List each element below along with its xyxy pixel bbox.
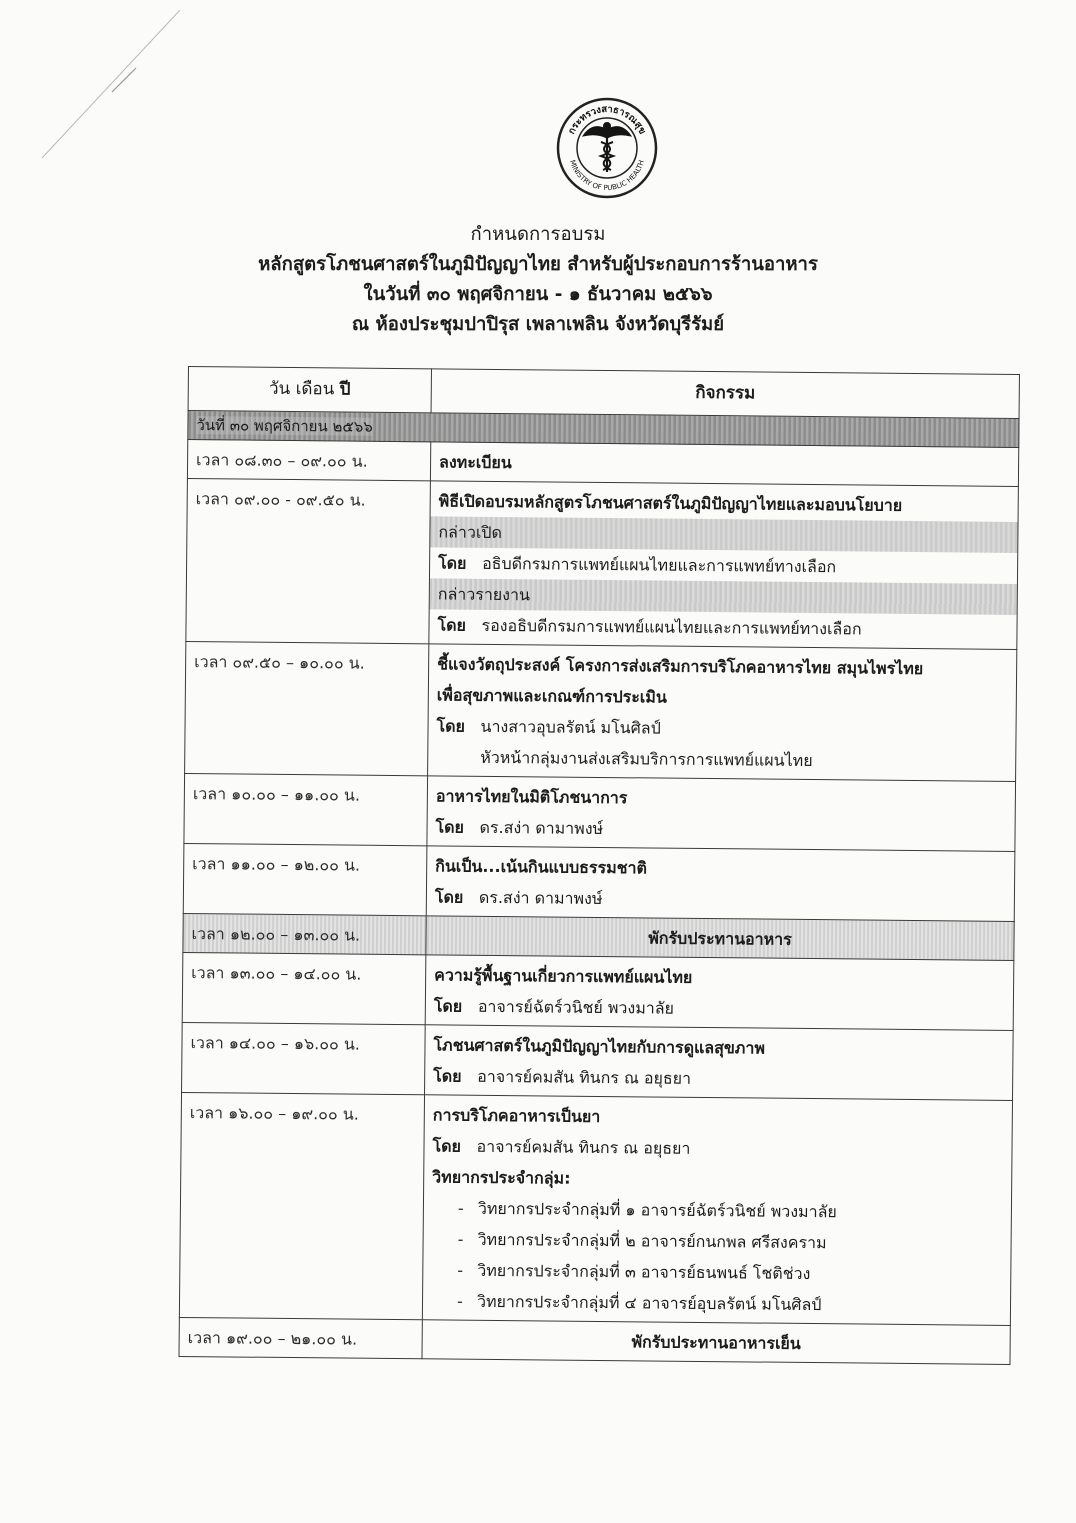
list-item: - วิทยากรประจำกลุ่มที่ ๔ อาจารย์อุบลรัตน์ มโนศิลป์ [431, 1285, 1002, 1321]
activity-cell: พักรับประทานอาหารเย็น [422, 1320, 1010, 1365]
by-label: โดย [432, 1136, 461, 1156]
svg-text:MINISTRY OF PUBLIC HEALTH: MINISTRY OF PUBLIC HEALTH [568, 159, 646, 193]
speaker-name: อาจารย์ฉัตร์วนิชย์ พวงมาลัย [477, 996, 675, 1018]
by-label: โดย [437, 615, 466, 635]
list-item: - วิทยากรประจำกลุ่มที่ ๒ อาจารย์กนกพล ศรีสงคราม [431, 1223, 1002, 1259]
report-speech-label: กล่าวรายงาน [430, 578, 1017, 615]
activity-title-cont: เพื่อสุขภาพและเกณฑ์การประเมิน [436, 685, 667, 707]
time-cell: เวลา ๑๓.๐๐ – ๑๔.๐๐ น. [182, 952, 426, 1024]
table-row [184, 773, 1016, 851]
time-cell: เวลา ๑๙.๐๐ – ๒๑.๐๐ น. [179, 1317, 422, 1358]
table-row [179, 1317, 1010, 1364]
table-header-row [188, 367, 1019, 419]
scan-streak [40, 10, 200, 170]
schedule-table [178, 366, 1019, 1365]
date-column-header [188, 367, 431, 413]
list-item: - วิทยากรประจำกลุ่มที่ ๓ อาจารย์ธนพนธ์ โชติช่วง [431, 1254, 1002, 1290]
speaker-line [435, 881, 1006, 917]
speaker-line [433, 1060, 1004, 1096]
activity-title: ลงทะเบียน [438, 452, 512, 473]
activity-title: ชี้แจงวัตถุประสงค์ โครงการส่งเสริมการบริโภคอาหารไทย สมุนไพรไทย [437, 654, 924, 679]
activity-cell: พักรับประทานอาหาร [426, 916, 1014, 961]
activity-cell [428, 644, 1017, 782]
activity-title: การบริโภคอาหารเป็นยา [432, 1105, 601, 1126]
activity-cell [427, 776, 1016, 852]
activity-cell [429, 481, 1019, 650]
speaker-line [435, 811, 1006, 847]
table-row [186, 478, 1019, 649]
by-label: โดย [435, 817, 465, 837]
activity-title: ความรู้พื้นฐานเกี่ยวการแพทย์แผนไทย [434, 965, 693, 987]
speaker-name: ดร.สง่า ดามาพงษ์ [478, 887, 603, 909]
by-label: โดย [433, 996, 463, 1016]
table-row [182, 952, 1014, 1030]
activity-cell [425, 955, 1014, 1031]
course-dates: ในวันที่ ๓๐ พฤศจิกายน - ๑ ธันวาคม ๒๕๖๖ [363, 284, 713, 305]
by-label: โดย [433, 1066, 462, 1086]
speaker-name: ดร.สง่า ดามาพงษ์ [479, 817, 604, 839]
speaker-line [434, 990, 1005, 1026]
schedule-label: กำหนดการอบรม [470, 224, 606, 245]
activity-cell [426, 846, 1015, 922]
time-cell: เวลา ๑๒.๐๐ – ๑๓.๐๐ น. [183, 913, 426, 954]
time-cell: เวลา ๐๘.๓๐ – ๐๙.๐๐ น. [187, 440, 430, 481]
course-title: หลักสูตรโภชนศาสตร์ในภูมิปัญญาไทย สำหรับผู้ประกอบการร้านอาหาร [258, 254, 818, 275]
table-row [183, 843, 1015, 921]
speaker-name: อาจารย์คมสัน ทินกร ณ อยุธยา [476, 1136, 691, 1158]
day-label: วันที่ ๓๐ พฤศจิกายน ๒๕๖๖ [196, 416, 373, 436]
time-cell: เวลา ๑๖.๐๐ – ๑๙.๐๐ น. [179, 1092, 424, 1319]
svg-text:กระทรวงสาธารณสุข: กระทรวงสาธารณสุข [566, 103, 648, 137]
activity-cell [425, 1025, 1014, 1101]
speaker-position: หัวหน้ากลุ่มงานส่งเสริมบริการการแพทย์แผนไทย [480, 747, 813, 771]
activity-title: พิธีเปิดอบรมหลักสูตรโภชนศาสตร์ในภูมิปัญญาไทยและมอบนโยบาย [438, 491, 903, 515]
activity-column-header: กิจกรรม [431, 369, 1019, 419]
document-header [0, 220, 1076, 340]
list-item: - วิทยากรประจำกลุ่มที่ ๑ อาจารย์ฉัตร์วนิชย์ พวงมาลัย [432, 1192, 1003, 1228]
activity-title: กินเป็น...เน้นกินแบบธรรมชาติ [435, 856, 648, 878]
table-row [179, 1092, 1012, 1325]
speaker-name: รองอธิบดีกรมการแพทย์แผนไทยและการแพทย์ทางเลือก [481, 615, 862, 639]
time-cell: เวลา ๑๔.๐๐ – ๑๖.๐๐ น. [182, 1022, 426, 1094]
table-row [185, 641, 1017, 781]
speaker-name: อาจารย์คมสัน ทินกร ณ อยุธยา [477, 1066, 692, 1088]
table-row [182, 1022, 1014, 1100]
time-cell: เวลา ๑๑.๐๐ – ๑๒.๐๐ น. [183, 843, 427, 915]
course-venue: ณ ห้องประชุมปาปิรุส เพลาเพลิน จังหวัดบุรีรัมย์ [351, 314, 725, 335]
speaker-line [437, 609, 1008, 645]
activity-cell [430, 442, 1018, 487]
activity-title: อาหารไทยในมิติโภชนาการ [435, 786, 628, 808]
time-cell: เวลา ๐๙.๐๐ - ๐๙.๕๐ น. [186, 478, 431, 643]
by-label: โดย [434, 887, 464, 907]
activity-cell [422, 1095, 1012, 1326]
opening-speech-label: กล่าวเปิด [430, 516, 1017, 553]
caduceus-icon [583, 123, 631, 173]
time-cell: เวลา ๐๙.๕๐ – ๑๐.๐๐ น. [185, 641, 429, 775]
activity-title: โภชนศาสตร์ในภูมิปัญญาไทยกับการดูแลสุขภาพ [433, 1035, 766, 1058]
ministry-seal-logo [555, 96, 659, 200]
speaker-name: นางสาวอุบลรัตน์ มโนศิลป์ [480, 716, 661, 738]
speaker-name: อธิบดีกรมการแพทย์แผนไทยและการแพทย์ทางเลือก [482, 553, 837, 577]
by-label: โดย [436, 716, 466, 736]
group-facilitators-heading: วิทยากรประจำกลุ่ม: [432, 1167, 571, 1188]
date-header-text: วัน เดือน [268, 378, 335, 400]
time-cell: เวลา ๑๐.๐๐ – ๑๑.๐๐ น. [184, 773, 428, 845]
by-label: โดย [438, 553, 467, 573]
date-header-year: ปี [339, 379, 351, 400]
